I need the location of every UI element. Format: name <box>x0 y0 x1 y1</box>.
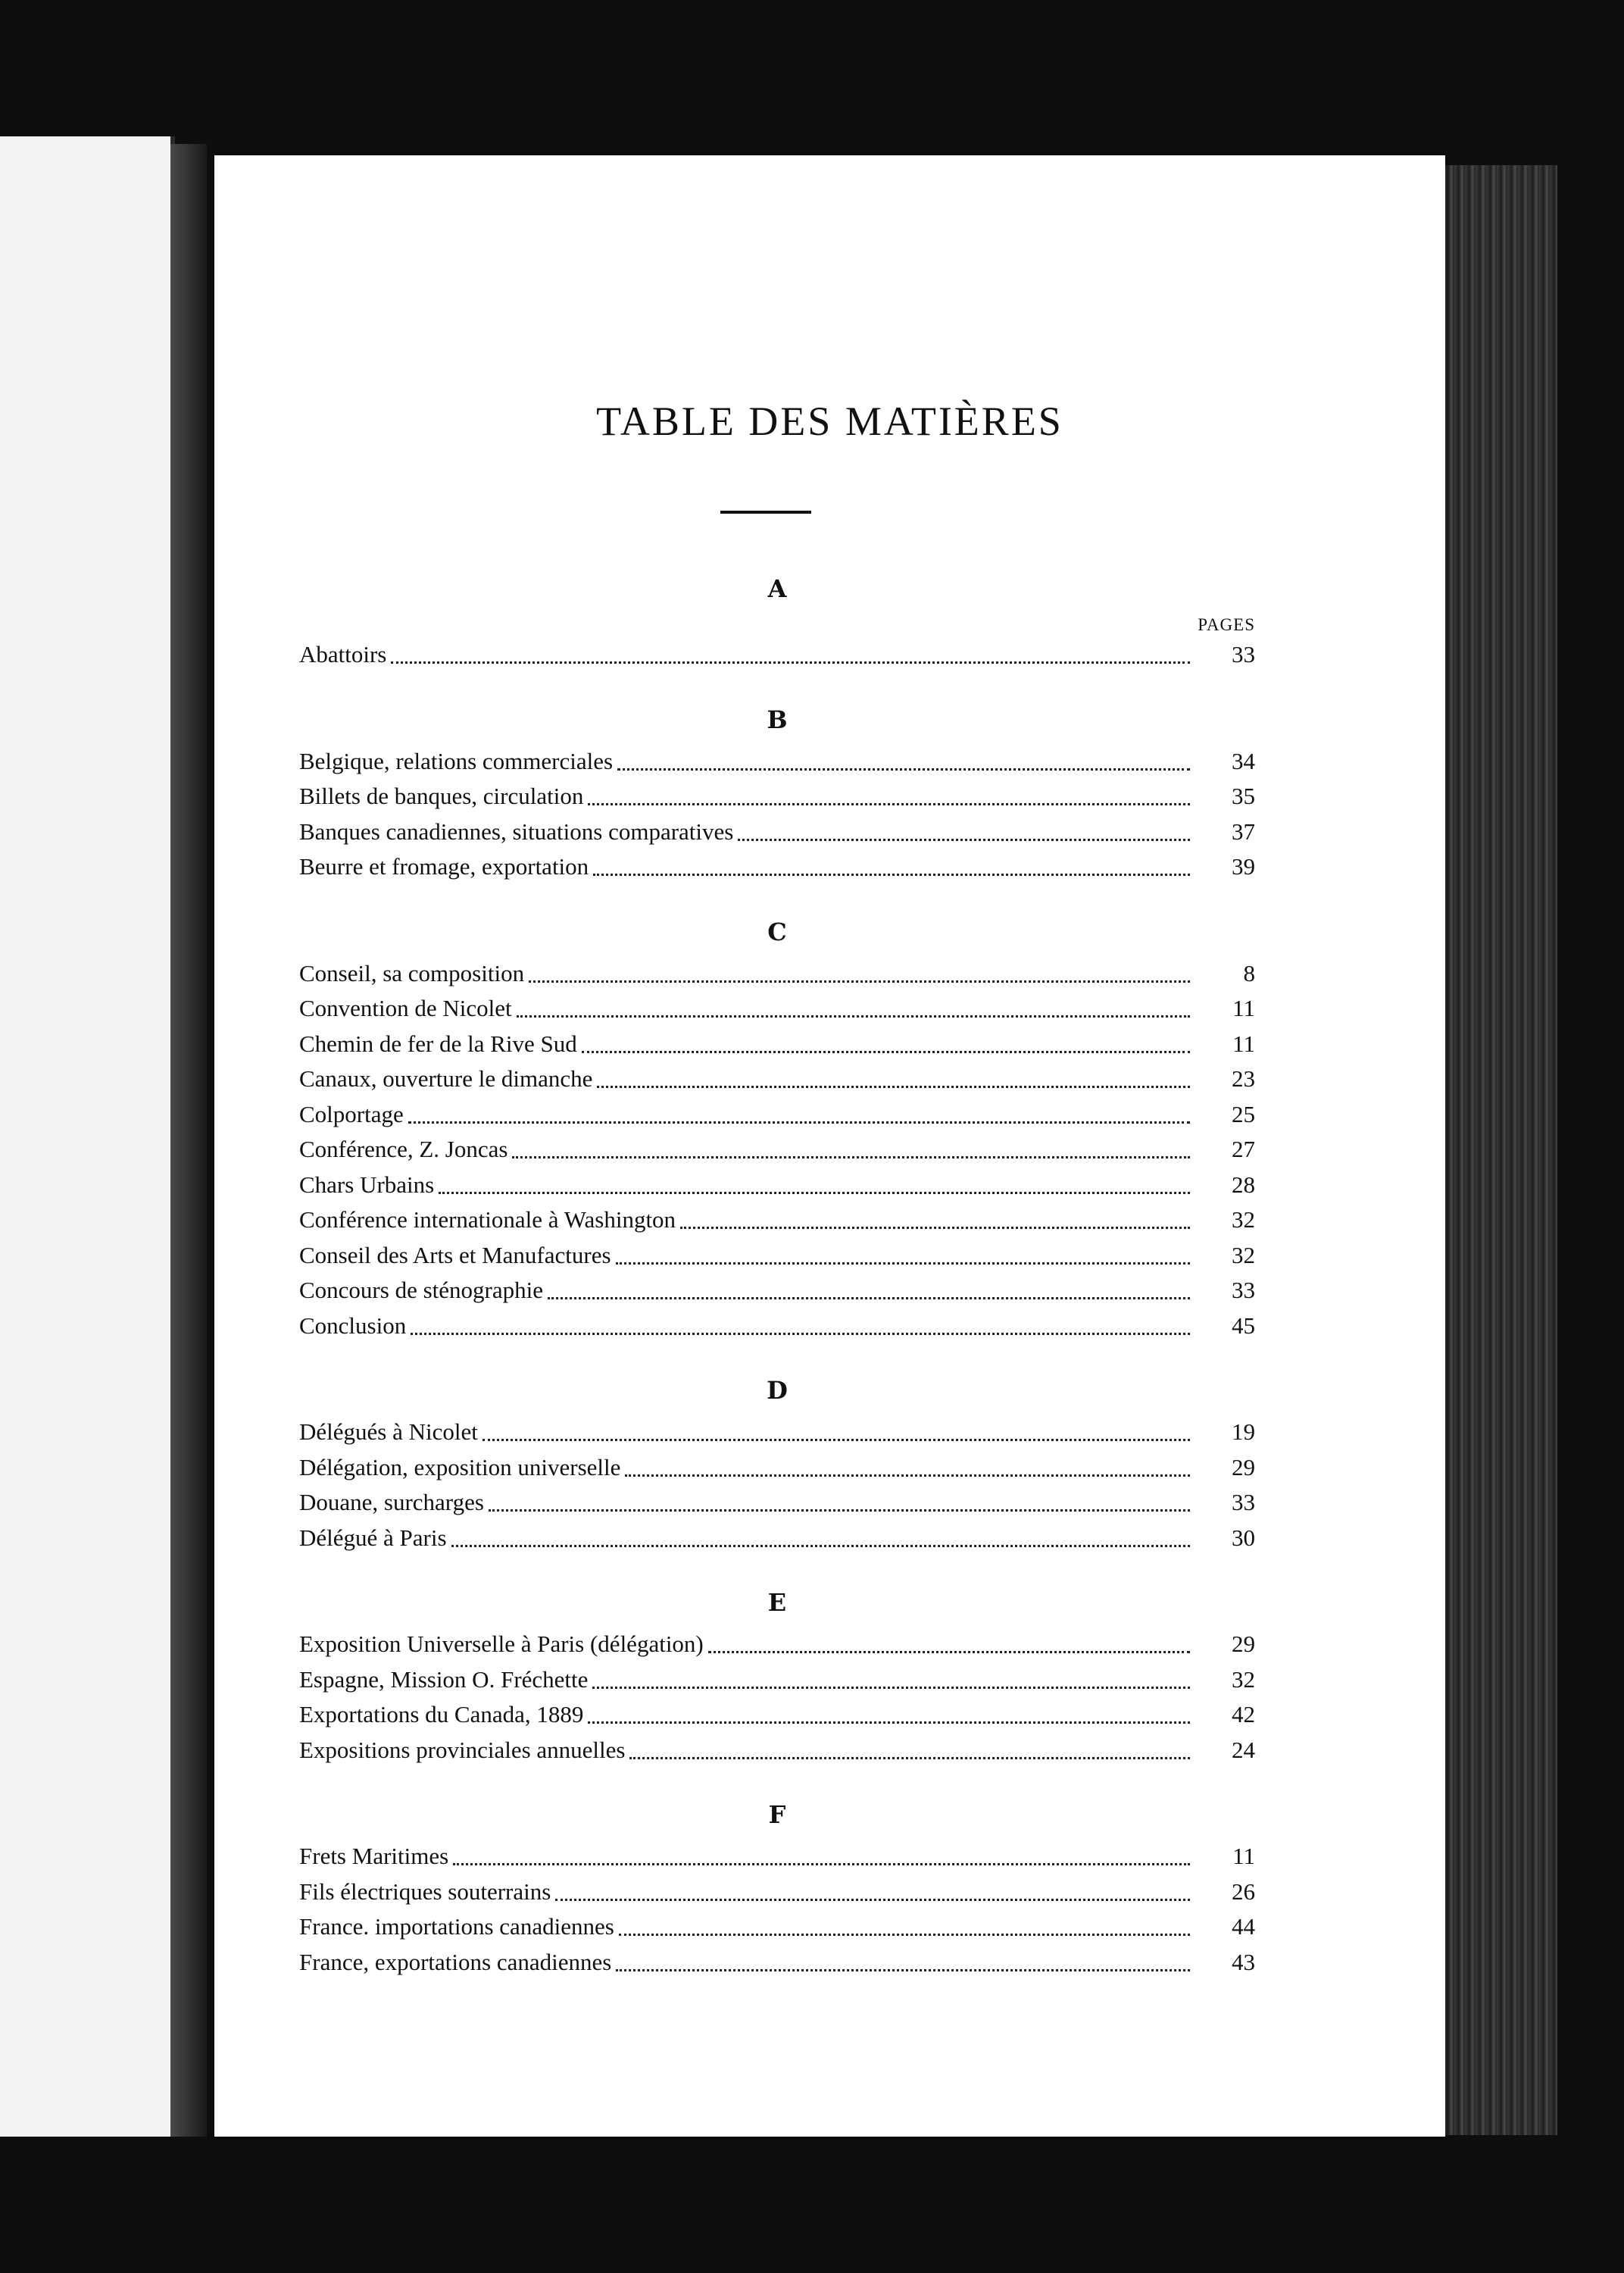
toc-entry <box>299 1415 1255 1450</box>
entry-page-number: 30 <box>1232 1524 1255 1551</box>
entry-label: Espagne, Mission O. Fréchette <box>299 1665 589 1693</box>
dot-leader <box>582 1049 1190 1053</box>
entry-label: Billets de banques, circulation <box>299 783 584 809</box>
entry-page-number: 24 <box>1232 1736 1255 1763</box>
toc-entry <box>299 1485 1255 1521</box>
toc-entry <box>299 1733 1255 1768</box>
toc-entry <box>299 1662 1255 1698</box>
title-rule <box>720 511 811 514</box>
entry-page-number: 42 <box>1232 1701 1255 1727</box>
entry-label: Chars Urbains <box>299 1171 435 1198</box>
dot-leader <box>597 1083 1190 1088</box>
entry-label: Chemin de fer de la Rive Sud <box>299 1030 577 1057</box>
entry-page-number: 33 <box>1232 1489 1255 1515</box>
toc-entry <box>299 1097 1255 1133</box>
dot-leader <box>512 1154 1190 1158</box>
entry-page-number: 26 <box>1232 1877 1255 1905</box>
entry-label: Conseil, sa composition <box>299 959 525 986</box>
dot-leader <box>588 801 1190 805</box>
left-page <box>0 136 175 2137</box>
dot-leader <box>680 1224 1190 1229</box>
entry-label: Conseil des Arts et Manufactures <box>299 1241 611 1268</box>
dot-leader <box>619 1931 1190 1936</box>
entry-page-number: 32 <box>1232 1206 1255 1233</box>
entry-page-number: 19 <box>1232 1418 1255 1445</box>
dot-leader <box>629 1755 1190 1759</box>
toc-entry <box>299 1027 1255 1062</box>
section-letter: D <box>767 1376 788 1405</box>
toc-entry <box>299 1450 1255 1486</box>
toc-entry <box>299 1945 1255 1981</box>
entry-label: Exposition Universelle à Paris (délégation) <box>299 1630 704 1657</box>
book-page <box>214 155 1445 2137</box>
table-of-contents <box>299 564 1255 1980</box>
entry-page-number: 35 <box>1232 783 1255 809</box>
entry-label: Canaux, ouverture le dimanche <box>299 1065 593 1092</box>
toc-entry <box>299 1521 1255 1556</box>
dot-leader <box>529 978 1190 983</box>
dot-leader <box>408 1119 1190 1124</box>
entry-page-number: 28 <box>1232 1171 1255 1198</box>
dot-leader <box>625 1472 1190 1477</box>
entry-label: Frets Maritimes <box>299 1843 449 1869</box>
entry-label: Convention de Nicolet <box>299 995 512 1021</box>
toc-entry <box>299 1061 1255 1097</box>
toc-entry <box>299 1238 1255 1274</box>
toc-entry <box>299 637 1255 673</box>
section-letter: A <box>767 574 787 603</box>
entry-page-number: 8 <box>1243 959 1255 986</box>
dot-leader <box>391 659 1190 664</box>
dot-leader <box>489 1507 1190 1512</box>
dot-leader <box>588 1719 1190 1724</box>
toc-entry <box>299 1839 1255 1874</box>
page-title: TABLE DES MATIÈRES <box>596 399 1063 444</box>
entry-page-number: 39 <box>1232 853 1255 880</box>
toc-entry <box>299 1909 1255 1945</box>
entry-label: Délégués à Nicolet <box>299 1418 478 1445</box>
entry-label: Délégué à Paris <box>299 1524 447 1551</box>
toc-entry <box>299 1273 1255 1308</box>
dot-leader <box>616 1260 1190 1265</box>
dot-leader <box>738 836 1190 841</box>
entry-page-number: 27 <box>1232 1136 1255 1162</box>
entry-page-number: 44 <box>1232 1913 1255 1940</box>
entry-page-number: 11 <box>1232 1843 1255 1869</box>
entry-label: Colportage <box>299 1100 404 1127</box>
page-stack-edges <box>1444 165 1557 2135</box>
entry-label: Concours de sténographie <box>299 1277 543 1303</box>
entry-label: Conférence internationale à Washington <box>299 1206 676 1233</box>
entry-page-number: 11 <box>1232 1030 1255 1057</box>
dot-leader <box>411 1330 1190 1335</box>
entry-label: Abattoirs <box>299 641 387 668</box>
entry-page-number: 11 <box>1232 995 1255 1021</box>
toc-entry <box>299 1308 1255 1344</box>
dot-leader <box>593 871 1190 876</box>
entry-label: Conférence, Z. Joncas <box>299 1136 508 1162</box>
toc-entry <box>299 1627 1255 1662</box>
entry-label: France. importations canadiennes <box>299 1913 614 1940</box>
dot-leader <box>451 1543 1190 1547</box>
dot-leader <box>517 1013 1190 1018</box>
entry-label: Banques canadiennes, situations comparatives <box>299 818 734 845</box>
toc-entry <box>299 744 1255 780</box>
entry-page-number: 23 <box>1232 1065 1255 1092</box>
section-letter: B <box>767 705 788 734</box>
entry-page-number: 25 <box>1232 1100 1255 1127</box>
entry-page-number: 29 <box>1232 1453 1255 1480</box>
entry-page-number: 45 <box>1232 1312 1255 1339</box>
pages-column-header: PAGES <box>1198 615 1255 634</box>
dot-leader <box>439 1190 1190 1194</box>
entry-page-number: 43 <box>1232 1948 1255 1975</box>
toc-entry <box>299 814 1255 850</box>
dot-leader <box>548 1295 1190 1299</box>
dot-leader <box>555 1896 1190 1901</box>
entry-label: Beurre et fromage, exportation <box>299 853 589 880</box>
toc-entry <box>299 849 1255 885</box>
entry-label: Expositions provinciales annuelles <box>299 1736 626 1763</box>
toc-entry <box>299 1874 1255 1910</box>
entry-label: Conclusion <box>299 1312 407 1339</box>
entry-page-number: 33 <box>1232 1277 1255 1303</box>
entry-page-number: 33 <box>1232 641 1255 668</box>
toc-entry <box>299 1697 1255 1733</box>
dot-leader <box>617 766 1190 771</box>
dot-leader <box>708 1649 1190 1653</box>
toc-entry <box>299 991 1255 1027</box>
toc-entry <box>299 1168 1255 1203</box>
dot-leader <box>592 1684 1190 1689</box>
toc-entry <box>299 1202 1255 1238</box>
section-letter: C <box>767 917 787 946</box>
entry-label: France, exportations canadiennes <box>299 1948 612 1975</box>
entry-page-number: 34 <box>1232 747 1255 774</box>
entry-label: Douane, surcharges <box>299 1489 484 1515</box>
toc-entry <box>299 956 1255 992</box>
dot-leader <box>453 1861 1190 1865</box>
entry-page-number: 32 <box>1232 1665 1255 1693</box>
dot-leader <box>483 1437 1190 1441</box>
entry-label: Fils électriques souterrains <box>299 1877 551 1905</box>
section-letter: F <box>768 1800 786 1829</box>
section-letter: E <box>767 1588 787 1617</box>
entry-label: Délégation, exposition universelle <box>299 1453 621 1480</box>
entry-page-number: 32 <box>1232 1241 1255 1268</box>
toc-entry <box>299 779 1255 814</box>
entry-label: Belgique, relations commerciales <box>299 747 614 774</box>
dot-leader <box>616 1967 1190 1971</box>
entry-page-number: 37 <box>1232 818 1255 845</box>
left-page-gutter <box>170 144 207 2137</box>
entry-label: Exportations du Canada, 1889 <box>299 1701 584 1727</box>
entry-page-number: 29 <box>1232 1630 1255 1657</box>
toc-entry <box>299 1132 1255 1168</box>
